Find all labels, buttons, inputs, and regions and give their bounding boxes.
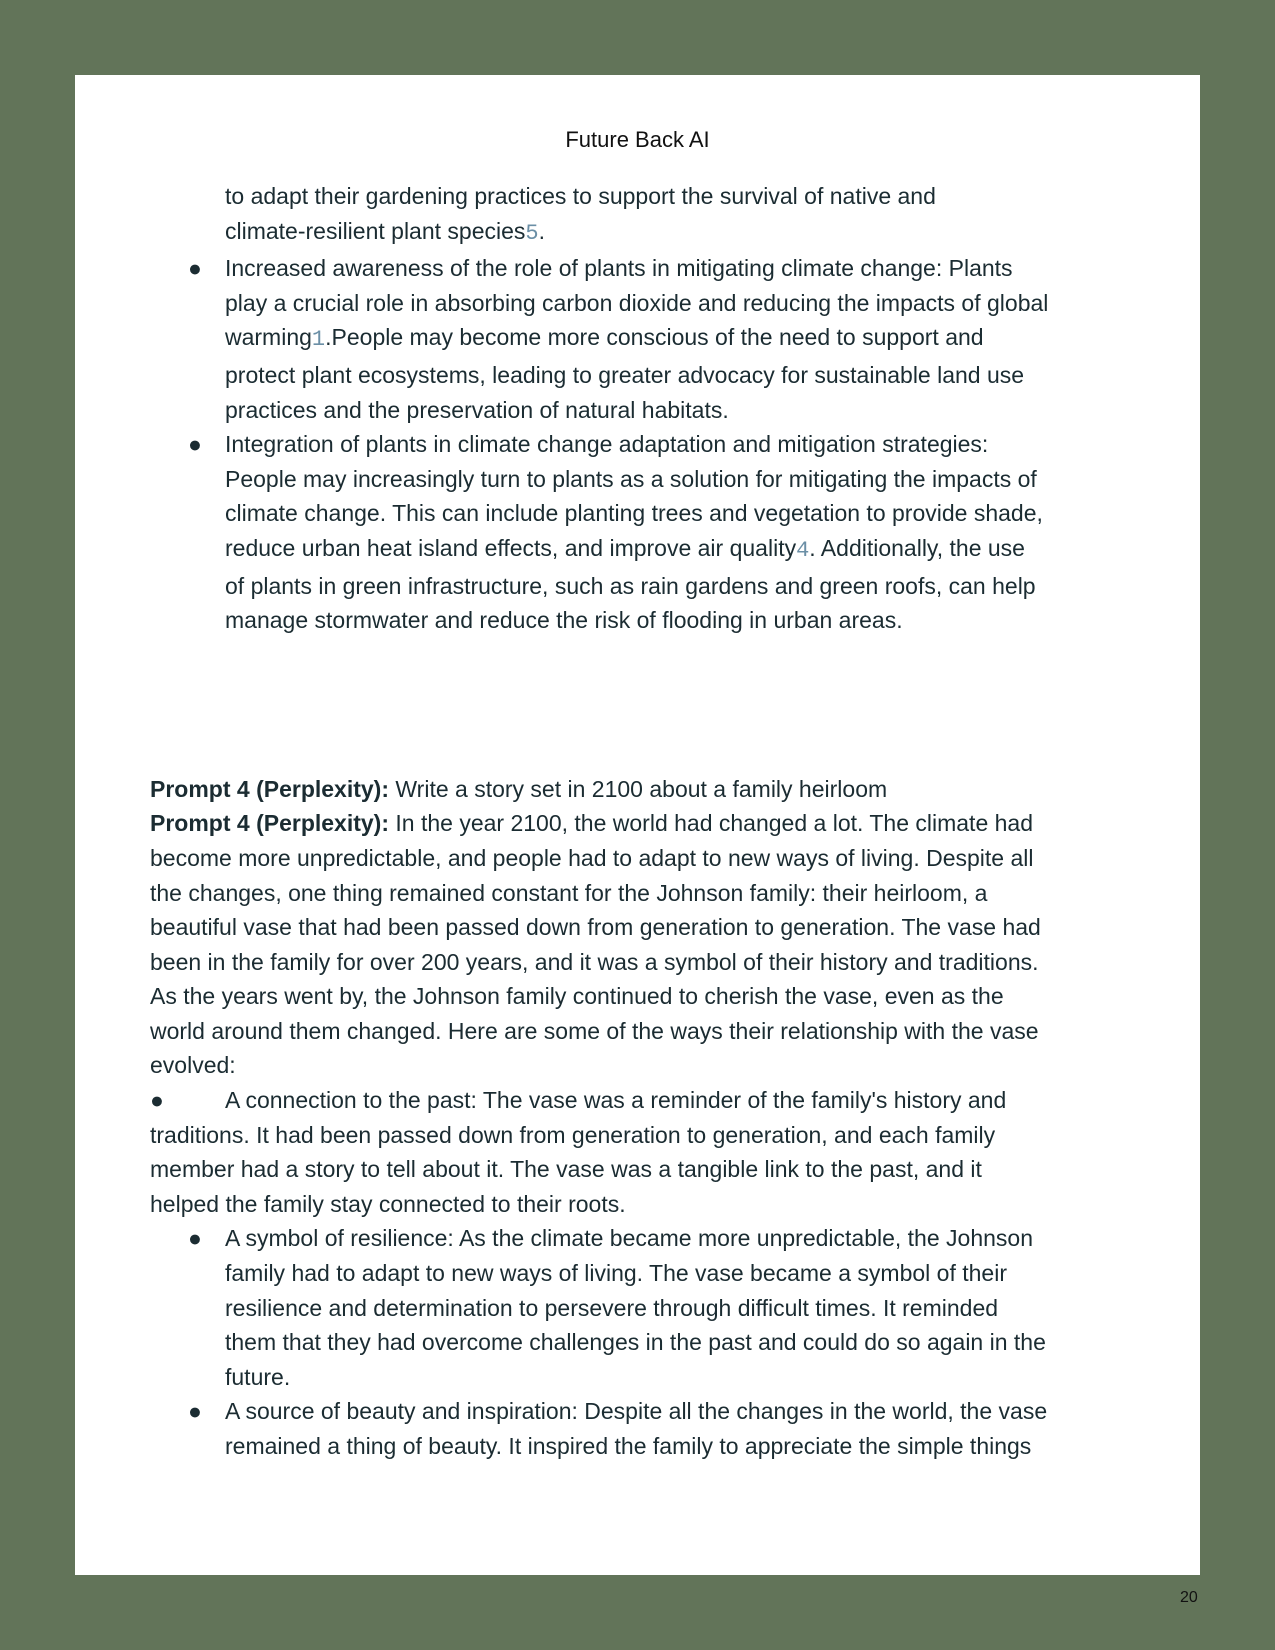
document-page bbox=[75, 75, 1200, 1575]
list-item-text: A symbol of resilience: As the climate became more unpredictable, the Johnson family had to adapt to new ways of living. The vase became a symbol of their resilience and determination to persevere through difficult times. It reminded them that they had overcome challenges in the past and could do so again in the future. bbox=[225, 1225, 1046, 1390]
response-paragraph bbox=[150, 806, 1050, 1083]
list-item-text: . Additionally, the use of plants in green infrastructure, such as rain gardens and green roofs, can help manage stormwater and reduce the risk of flooding in urban areas. bbox=[225, 534, 1036, 634]
list-item bbox=[150, 427, 1050, 638]
header-title: Future Back AI bbox=[565, 127, 710, 152]
climate-bullet-list bbox=[150, 251, 1050, 638]
prompt-paragraph bbox=[150, 772, 1050, 807]
continuation-end: . bbox=[538, 217, 545, 244]
page-content bbox=[150, 179, 1050, 1464]
list-item bbox=[150, 251, 1050, 427]
bullet-icon: ● bbox=[188, 1225, 202, 1252]
list-item-text: Increased awareness of the role of plants in mitigating climate change: Plants play a crucial role in absorbing carbon dioxide and reducing the impacts of global warming bbox=[225, 255, 1049, 351]
list-item bbox=[150, 1394, 1050, 1463]
prompt-label: Prompt 4 (Perplexity): bbox=[150, 775, 389, 802]
section-spacer bbox=[150, 638, 1050, 772]
bullet-icon: ● bbox=[150, 1087, 164, 1114]
heirloom-bullet-list bbox=[150, 1221, 1050, 1463]
list-item-text: Integration of plants in climate change adaptation and mitigation strategies: People may increasingly turn to plants as a solution for mitigating the impacts of climate change. This can include planting trees and vegetation to provide shade, reduce urban heat island effects, and improve air quality bbox=[225, 431, 1043, 561]
bullet-icon: ● bbox=[188, 1398, 202, 1425]
list-item-text: .People may become more conscious of the need to support and protect plant ecosystems, leading to greater advocacy for sustainable land use practices and the preservation of natural habitats. bbox=[225, 324, 1025, 423]
continuation-paragraph bbox=[150, 179, 1050, 251]
continuation-line-1: to adapt their gardening practices to support the survival of native and bbox=[225, 183, 936, 209]
response-label: Prompt 4 (Perplexity): bbox=[150, 810, 389, 837]
list-item bbox=[150, 1221, 1050, 1394]
prompt-text: Write a story set in 2100 about a family heirloom bbox=[389, 775, 888, 802]
response-text: In the year 2100, the world had changed a lot. The climate had become more unpredictable, and people had to adapt to new ways of living. Despite all the changes, one thing remained constant for the Johnson family: their heirloom, a beautiful vase that had been passed down from generation to generation. The vase had been in the family for over 200 years, and it was a symbol of their history and traditions. As the years went by, the Johnson family continued to cherish the vase, even as the world around them changed. Here are some of the ways their relationship with the vase evolved: bbox=[150, 810, 1041, 1079]
continuation-line-2: climate-resilient plant species bbox=[225, 217, 526, 244]
citation-link[interactable]: 5 bbox=[525, 220, 539, 246]
bullet-icon: ● bbox=[188, 255, 202, 282]
inline-bullet-paragraph bbox=[150, 1083, 1050, 1221]
inline-bullet-text: A connection to the past: The vase was a reminder of the family's history and traditions. It had been passed down from generation to generation, and each family member had a story to tell about it. The vase was a tangible link to the past, and it helped the family stay connected to their roots. bbox=[150, 1087, 1007, 1217]
page-number: 20 bbox=[1180, 1589, 1198, 1606]
citation-link[interactable]: 1 bbox=[311, 327, 326, 353]
bullet-icon: ● bbox=[188, 431, 202, 458]
citation-link[interactable]: 4 bbox=[796, 537, 810, 563]
list-item-text: A source of beauty and inspiration: Despite all the changes in the world, the vase remained a thing of beauty. It inspired the family to appreciate the simple things bbox=[225, 1398, 1048, 1459]
